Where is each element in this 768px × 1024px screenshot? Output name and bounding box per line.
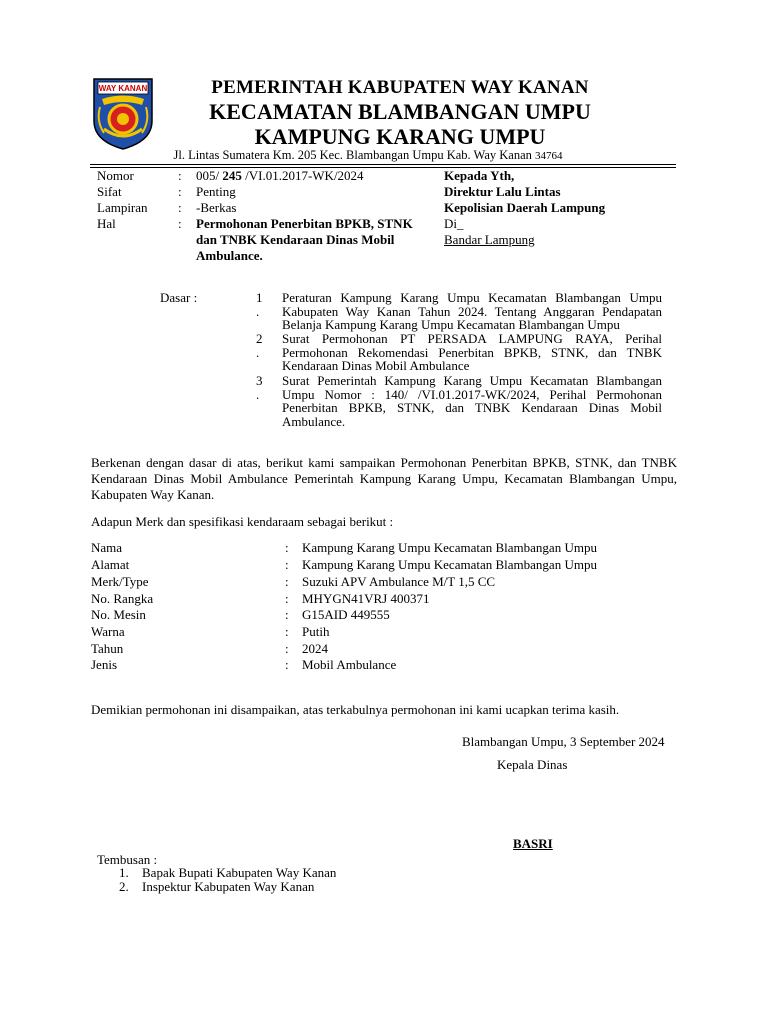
spec-label: Nama bbox=[91, 540, 123, 555]
spec-label: Jenis bbox=[91, 657, 117, 672]
colon: : bbox=[285, 624, 289, 639]
tembusan-item-2: Inspektur Kabupaten Way Kanan bbox=[142, 879, 315, 894]
recipient-title: Direktur Lalu Lintas bbox=[444, 184, 561, 199]
colon: : bbox=[285, 641, 289, 656]
colon: : bbox=[178, 168, 182, 183]
dasar-item-3: Surat Pemerintah Kampung Karang Umpu Kecamatan Blambangan Umpu Nomor : 140/ /VI.01.2017-WK/2024, Perihal Permohonan Penerbitan BPKB, STNK, dan TNBK Kendaraan Dinas Mobil Ambulance. bbox=[282, 373, 662, 429]
spec-label: Merk/Type bbox=[91, 574, 149, 589]
colon: : bbox=[285, 574, 289, 589]
colon: : bbox=[178, 216, 182, 231]
dasar-number: 1 . bbox=[256, 290, 263, 319]
spec-value: MHYGN41VRJ 400371 bbox=[302, 591, 430, 606]
body-paragraph-1: Berkenan dengan dasar di atas, berikut kami sampaikan Permohonan Penerbitan BPKB, STNK, dan TNBK Kendaraan Dinas Mobil Ambulance Pemerintah Kampung Karang Umpu, Kecamatan Blambangan Umpu, Kabupaten Way Kanan. bbox=[91, 455, 677, 502]
lampiran-label: Lampiran bbox=[97, 200, 148, 215]
place-date: Blambangan Umpu, 3 September 2024 bbox=[462, 734, 665, 749]
dasar-num-3: 3 bbox=[256, 373, 263, 388]
spec-value: Putih bbox=[302, 624, 330, 639]
kop-address bbox=[0, 148, 736, 163]
recipient-greeting: Kepada Yth, bbox=[444, 168, 515, 183]
kop-line-3: KAMPUNG KARANG UMPU bbox=[254, 124, 546, 149]
dasar-number: 2 . bbox=[256, 331, 263, 360]
recipient-institution: Kepolisian Daerah Lampung bbox=[444, 200, 606, 215]
spec-value: G15AID 449555 bbox=[302, 607, 390, 622]
spec-value: Suzuki APV Ambulance M/T 1,5 CC bbox=[302, 574, 496, 589]
dasar-item-2: Surat Permohonan PT PERSADA LAMPUNG RAYA, Perihal Permohonan Rekomendasi Penerbitan BPKB, STNK, dan TNBK Kendaraan Dinas Mobil Ambulance bbox=[282, 331, 662, 373]
kop-rule-thick bbox=[90, 164, 676, 165]
spec-value: Mobil Ambulance bbox=[302, 657, 397, 672]
dasar-item-1: Peraturan Kampung Karang Umpu Kecamatan Blambangan Umpu Kabupaten Way Kanan Tahun 2024. Tentang Anggaran Pendapatan Belanja Kampung Karang Umpu Kecamatan Blambangan Umpu bbox=[282, 290, 662, 332]
nomor-prefix: 005/ bbox=[196, 168, 223, 183]
hal-label: Hal bbox=[97, 216, 116, 231]
tembusan-item-1: Bapak Bupati Kabupaten Way Kanan bbox=[142, 865, 337, 880]
dasar-label: Dasar : bbox=[160, 290, 198, 305]
tembusan-label: Tembusan : bbox=[97, 852, 158, 867]
spec-label: Alamat bbox=[91, 557, 130, 572]
spec-value: Kampung Karang Umpu Kecamatan Blambangan Umpu bbox=[302, 557, 597, 572]
svg-text:WAY KANAN: WAY KANAN bbox=[98, 84, 148, 93]
signatory-name: BASRI bbox=[513, 836, 553, 851]
body-paragraph-2: Adapun Merk dan spesifikasi kendaraam sebagai berikut : bbox=[91, 514, 394, 529]
nomor-label: Nomor bbox=[97, 168, 134, 183]
signatory-title: Kepala Dinas bbox=[497, 757, 568, 772]
spec-value: Kampung Karang Umpu Kecamatan Blambangan Umpu bbox=[302, 540, 597, 555]
nomor-suffix: /VI.01.2017-WK/2024 bbox=[241, 168, 364, 183]
spec-label: No. Rangka bbox=[91, 591, 154, 606]
colon: : bbox=[178, 200, 182, 215]
colon: : bbox=[285, 557, 289, 572]
colon: : bbox=[285, 591, 289, 606]
colon: : bbox=[285, 540, 289, 555]
colon: : bbox=[285, 657, 289, 672]
kop-line-2: KECAMATAN BLAMBANGAN UMPU bbox=[209, 99, 591, 124]
nomor-value bbox=[196, 168, 436, 184]
nomor-number: 245 bbox=[222, 168, 242, 183]
tembusan-number: 1. bbox=[119, 865, 129, 880]
dasar-num-2: 2 bbox=[256, 331, 263, 346]
tembusan-number: 2. bbox=[119, 879, 129, 894]
recipient-di: Di_ bbox=[444, 216, 464, 231]
colon: : bbox=[285, 607, 289, 622]
lampiran-value: -Berkas bbox=[196, 200, 237, 215]
dasar-number: 3 . bbox=[256, 373, 263, 402]
closing-paragraph: Demikian permohonan ini disampaikan, atas terkabulnya permohonan ini kami ucapkan terima kasih. bbox=[91, 702, 620, 717]
recipient-city: Bandar Lampung bbox=[444, 232, 535, 247]
spec-label: Warna bbox=[91, 624, 125, 639]
colon: : bbox=[178, 184, 182, 199]
dasar-num-1: 1 bbox=[256, 290, 263, 305]
address-text: Jl. Lintas Sumatera Km. 205 Kec. Blambangan Umpu Kab. Way Kanan bbox=[173, 148, 532, 162]
hal-value: Permohonan Penerbitan BPKB, STNK dan TNBK Kendaraan Dinas Mobil Ambulance. bbox=[196, 216, 413, 263]
postal-code: 34764 bbox=[535, 150, 563, 162]
sifat-value: Penting bbox=[196, 184, 236, 199]
spec-label: No. Mesin bbox=[91, 607, 146, 622]
spec-value: 2024 bbox=[302, 641, 328, 656]
kop-line-1: PEMERINTAH KABUPATEN WAY KANAN bbox=[211, 77, 589, 98]
spec-label: Tahun bbox=[91, 641, 124, 656]
sifat-label: Sifat bbox=[97, 184, 122, 199]
